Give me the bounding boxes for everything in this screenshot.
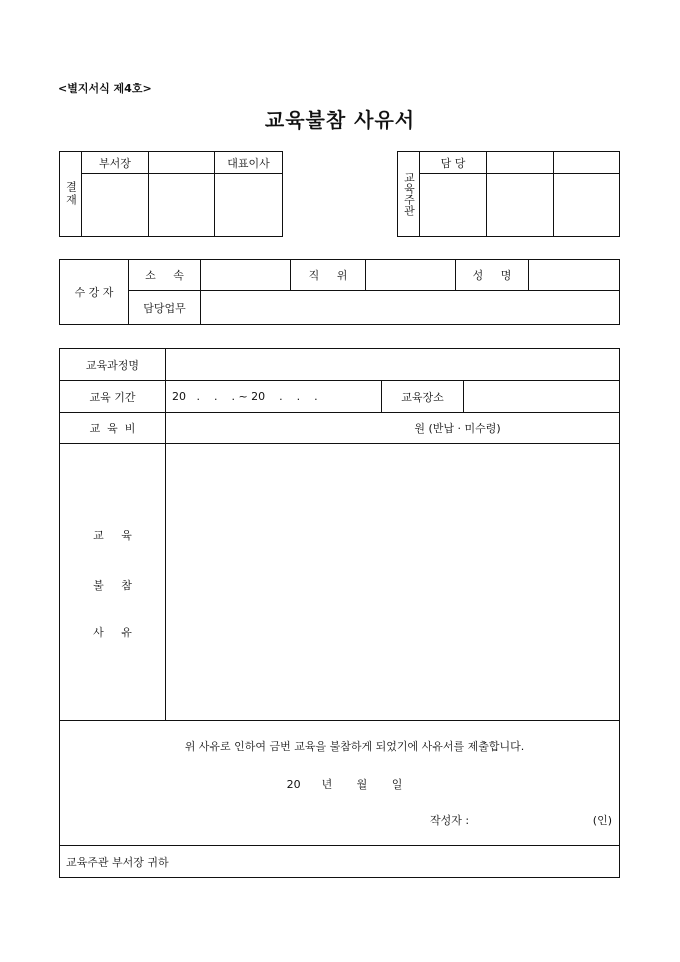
reason-label-1: 교 육 <box>93 529 132 542</box>
course-fee-value[interactable]: 원 (반납 · 미수령) <box>414 422 501 435</box>
course-fee-label: 교 육 비 <box>89 422 136 435</box>
form-number: <별지서식 제4호> <box>58 82 152 95</box>
signature-cell-3[interactable] <box>554 174 619 236</box>
signature-cell-ceo[interactable] <box>215 174 282 236</box>
signature-cell-blank[interactable] <box>149 174 214 236</box>
position-input[interactable] <box>367 261 457 290</box>
reason-label-2: 불 참 <box>93 579 132 592</box>
course-organizer-label: 교육주관 <box>402 172 416 216</box>
addressee: 교육주관 부서장 귀하 <box>66 855 169 869</box>
course-place-label: 교육장소 <box>401 390 444 404</box>
duty-label: 담당업무 <box>143 301 186 315</box>
trainee-label: 수 강 자 <box>74 286 114 299</box>
approval-label: 결재 <box>64 181 78 207</box>
reason-textarea[interactable] <box>168 446 620 721</box>
approval-col-staff: 담 당 <box>440 156 466 170</box>
signature-cell-department-head[interactable] <box>82 174 148 236</box>
signature-cell-staff[interactable] <box>420 174 486 236</box>
signature-cell-2[interactable] <box>487 174 553 236</box>
writer-label: 작성자 : <box>430 814 470 827</box>
affiliation-input[interactable] <box>202 261 292 290</box>
position-label: 직 위 <box>308 269 348 282</box>
statement-text: 위 사유로 인하여 금번 교육을 불참하게 되었기에 사유서를 제출합니다. <box>184 740 525 753</box>
course-period-value[interactable]: 20 . . . ~ 20 . . . <box>172 390 318 403</box>
name-label: 성 명 <box>472 269 512 282</box>
seal-label: (인) <box>592 814 612 827</box>
name-input[interactable] <box>530 261 621 290</box>
date-line[interactable]: 20 년 월 일 <box>286 778 403 791</box>
course-name-input[interactable] <box>168 351 620 380</box>
course-name-label: 교육과정명 <box>85 358 140 372</box>
reason-label-3: 사 유 <box>93 626 132 639</box>
course-period-label: 교육 기간 <box>89 390 136 404</box>
affiliation-label: 소 속 <box>145 269 184 282</box>
course-place-input[interactable] <box>465 383 620 412</box>
duty-input[interactable] <box>202 293 621 324</box>
approval-col-department-head: 부서장 <box>99 156 131 170</box>
approval-col-ceo: 대표이사 <box>227 156 270 170</box>
page-title: 교육불참 사유서 <box>264 108 416 132</box>
